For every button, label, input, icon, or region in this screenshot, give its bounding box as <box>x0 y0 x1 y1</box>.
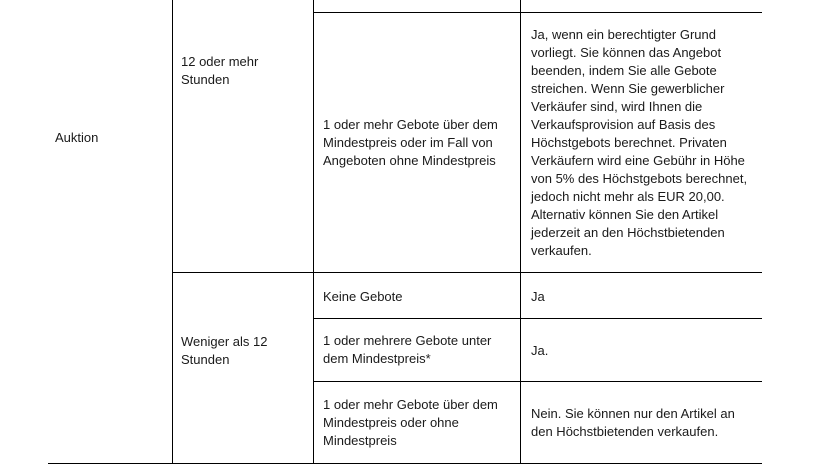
allowed-cell: Ja, wenn ein berechtigter Grund vorliegt. Sie können das Angebot beenden, indem Sie alle Gebote streichen. Wenn Sie gewerblicher Verkäufer sind, wird Ihnen die Verkaufsprovision auf Basis des Höchstgebots berechnet. Privaten Verkäufern wird eine Gebühr in Höhe von 5% des Höchstgebots berechnet, jedoch nicht mehr als EUR 20,00. Alternativ können Sie den Artikel jederzeit an den Höchstbietenden verkaufen. <box>531 27 748 258</box>
bids-cell: 1 oder mehr Gebote über dem Mindestpreis oder ohne Mindestpreis <box>323 397 498 448</box>
allowed-cell: Ja <box>531 289 545 304</box>
table-bottom-border <box>48 463 762 464</box>
time-remaining-cell: Weniger als 12 Stunden <box>181 334 268 367</box>
row-border <box>313 381 762 382</box>
col-border-3 <box>520 0 521 464</box>
time-remaining-cell: 12 oder mehr Stunden <box>181 54 259 87</box>
bids-cell: 1 oder mehr Gebote über dem Mindestpreis oder im Fall von Angeboten ohne Mindestpreis <box>323 117 498 168</box>
row-border <box>313 318 762 319</box>
allowed-cell: Ja. <box>531 343 549 358</box>
allowed-cell: Nein. Sie können nur den Artikel an den Höchstbietenden verkaufen. <box>531 406 735 439</box>
bids-cell: Keine Gebote <box>323 289 403 304</box>
row-border <box>313 12 762 13</box>
listing-type-cell: Auktion <box>55 130 99 145</box>
row-border <box>172 272 762 273</box>
col-border-2 <box>313 0 314 464</box>
col-border-1 <box>172 0 173 464</box>
bids-cell: 1 oder mehrere Gebote unter dem Mindestpreis* <box>323 333 492 366</box>
